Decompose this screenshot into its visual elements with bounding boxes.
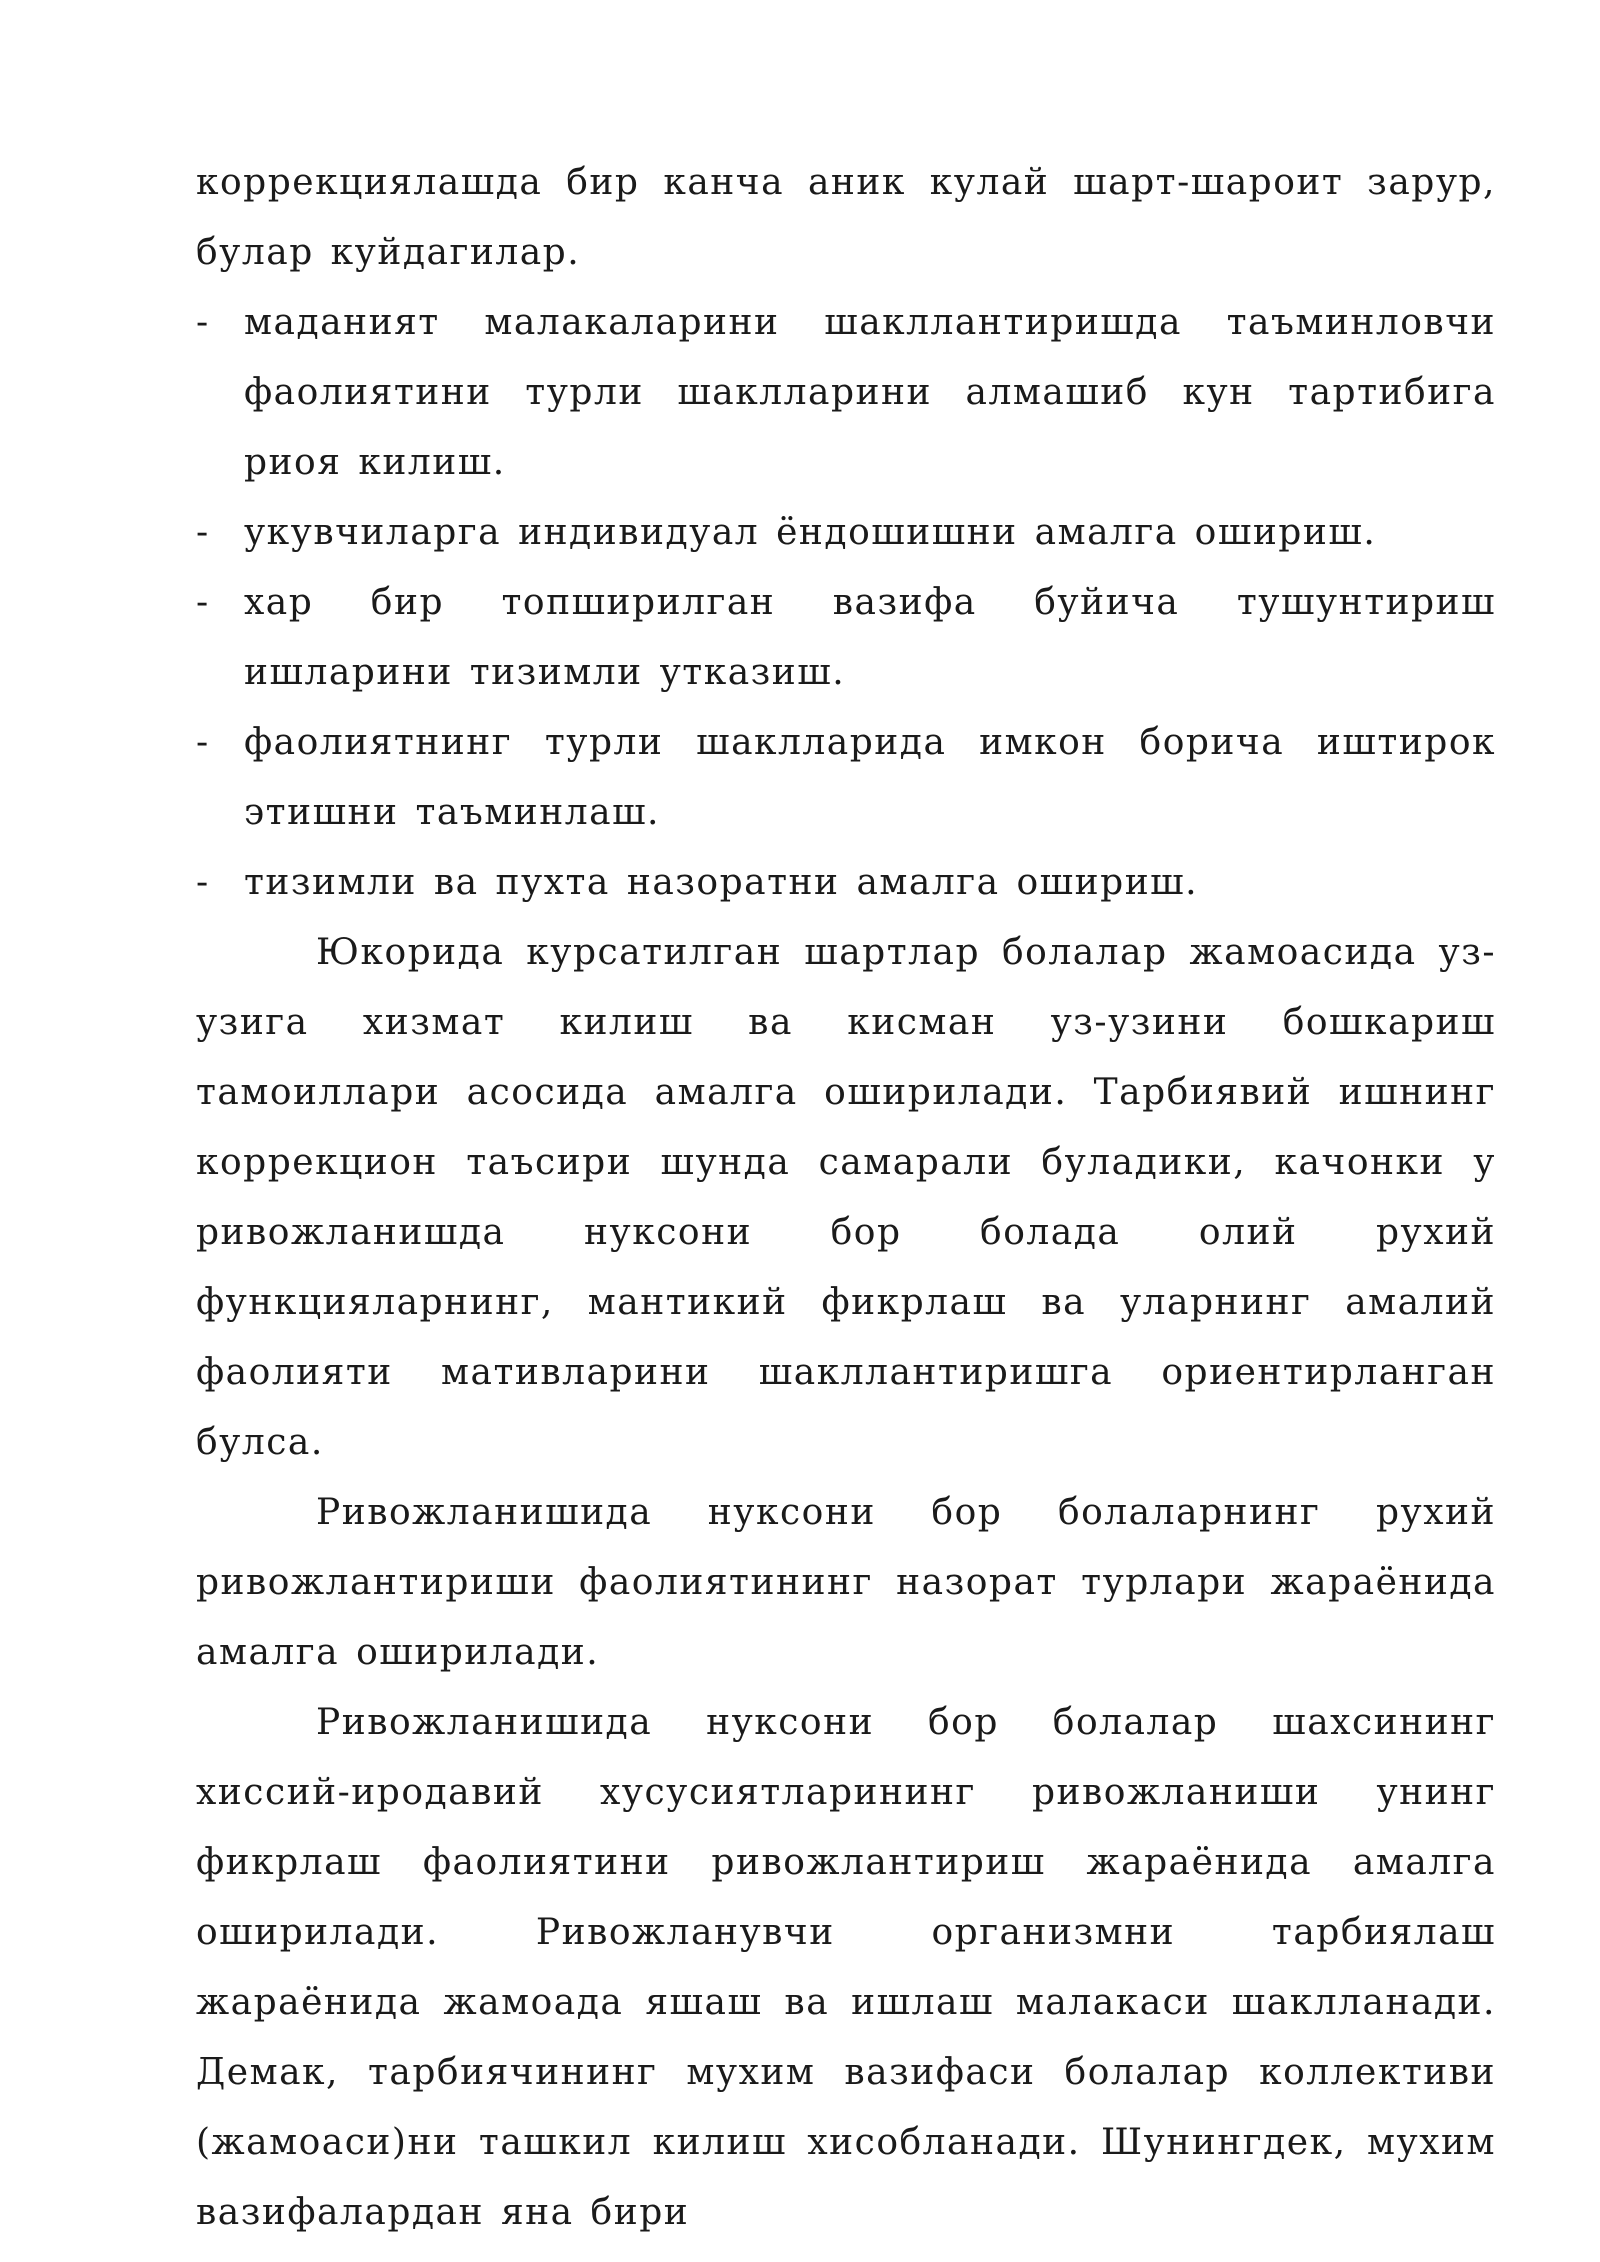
list-item-text: маданият малакаларини шакллантиришда таъминловчи фаолиятини турли шаклларини алмашиб кун тартибига риоя килиш. [244, 302, 1496, 483]
document-page [196, 148, 1496, 2248]
list-item-text: тизимли ва пухта назоратни амалга ошириш. [244, 862, 1199, 903]
list-item [196, 288, 1496, 498]
body-paragraph-2: Ривожланишида нуксони бор болаларнинг рухий ривожлантириши фаолиятининг назорат турлари жараёнида амалга оширилади. [196, 1492, 1496, 1673]
list-item-text: хар бир топширилган вазифа буйича тушунтириш ишларини тизимли утказиш. [244, 582, 1496, 693]
list-marker: - [196, 722, 210, 763]
list-item [196, 568, 1496, 708]
body-paragraph-1: Юкорида курсатилган шартлар болалар жамоасида уз-узига хизмат килиш ва кисман уз-узини бошкариш тамоиллари асосида амалга оширилади. Тарбиявий ишнинг коррекцион таъсири шунда самарали буладики, качонки у ривожланишда нуксони бор болада олий рухий функцияларнинг, мантикий фикрлаш ва уларнинг амалий фаолияти мативларини шакллантиришга ориентирланган булса. [196, 932, 1496, 1463]
list-marker: - [196, 302, 210, 343]
body-paragraph-3: Ривожланишида нуксони бор болалар шахсининг хиссий-иродавий хусусиятларининг ривожланиши унинг фикрлаш фаолиятини ривожлантириш жараёнида амалга оширилади. Ривожланувчи организмни тарбиялаш жараёнида жамоада яшаш ва ишлаш малакаси шаклланади. Демак, тарбиячининг мухим вазифаси болалар коллективи (жамоаси)ни ташкил килиш хисобланади. Шунингдек, мухим вазифалардан яна бири [196, 1702, 1496, 2233]
conditions-list [196, 288, 1496, 918]
list-marker: - [196, 512, 210, 553]
list-item [196, 848, 1496, 918]
list-item [196, 498, 1496, 568]
list-marker: - [196, 582, 210, 623]
list-item-text: укувчиларга индивидуал ёндошишни амалга ошириш. [244, 512, 1377, 553]
list-marker: - [196, 862, 210, 903]
list-item-text: фаолиятнинг турли шаклларида имкон борича иштирок этишни таъминлаш. [244, 722, 1496, 833]
intro-paragraph: коррекциялашда бир канча аник кулай шарт-шароит зарур, булар куйдагилар. [196, 162, 1496, 273]
list-item [196, 708, 1496, 848]
